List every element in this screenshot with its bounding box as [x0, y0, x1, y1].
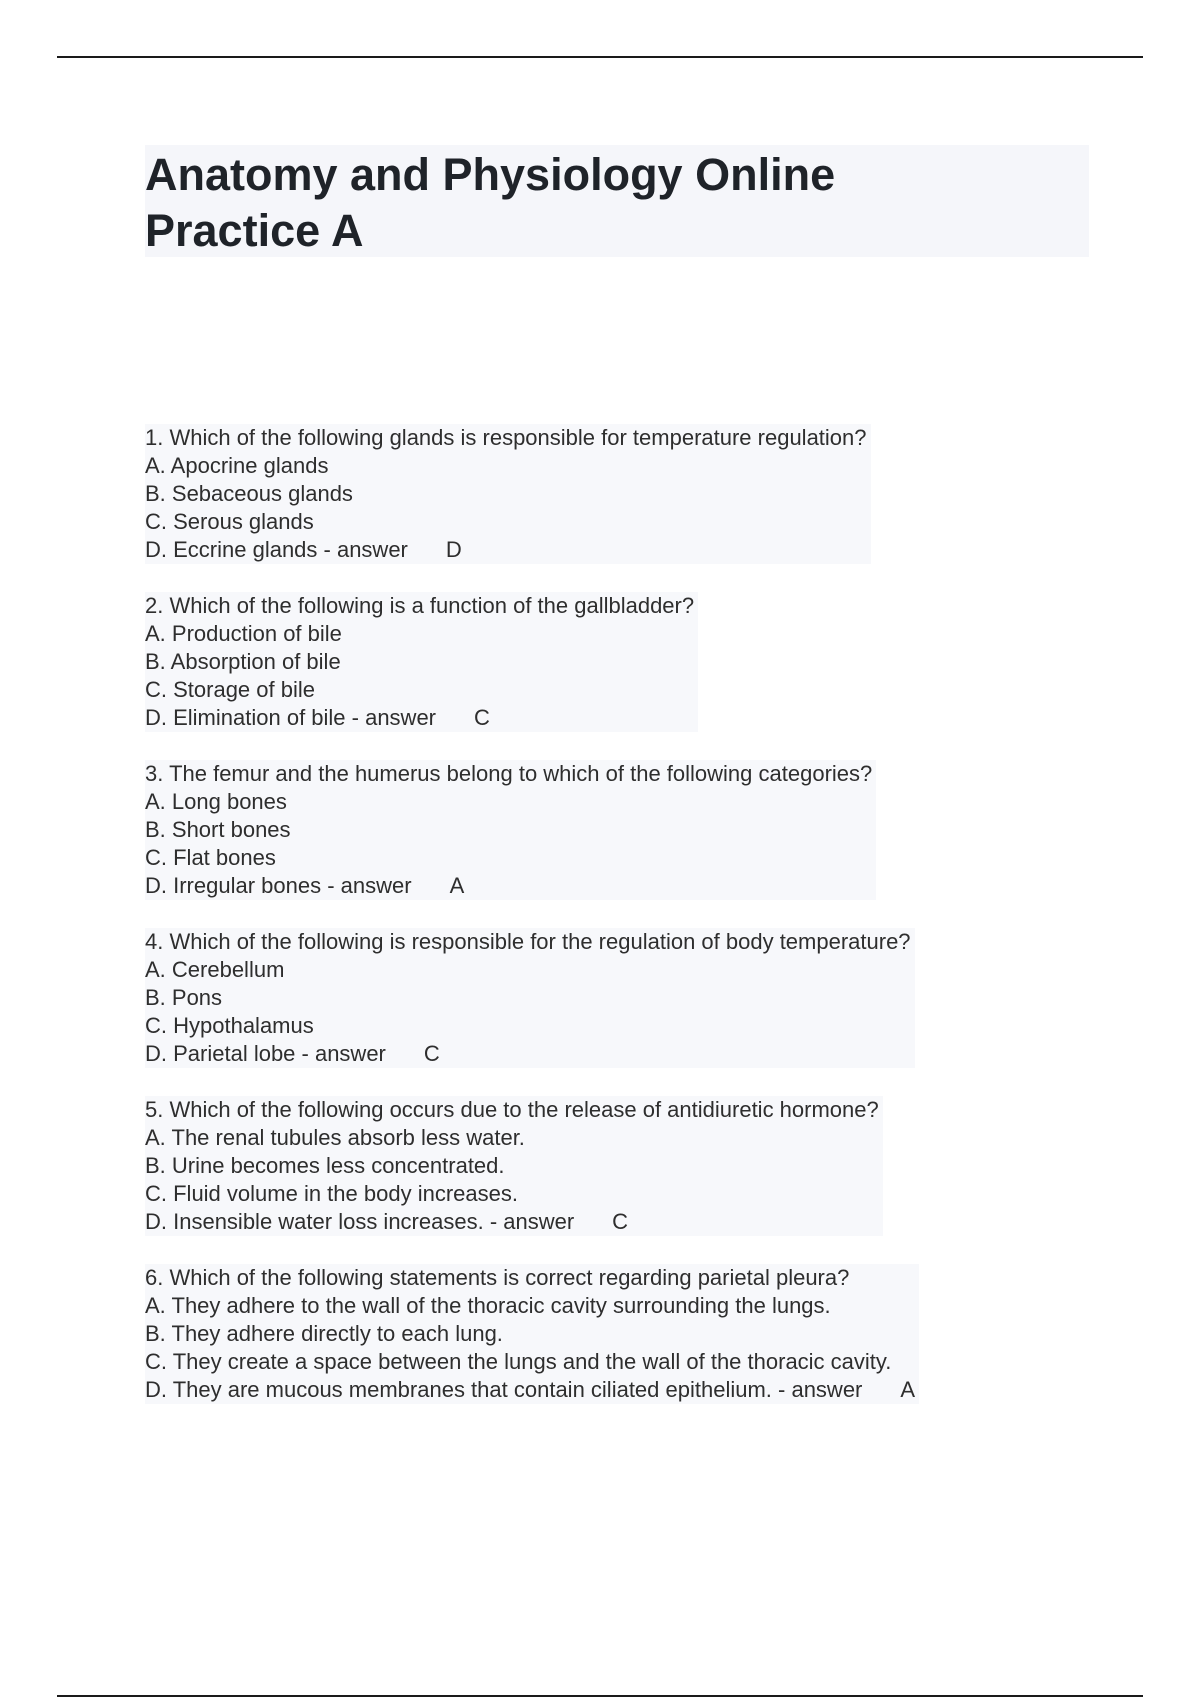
question-2 [145, 592, 698, 732]
option-d: D. Irregular bones - answer [145, 873, 412, 898]
question-6 [145, 1264, 919, 1404]
option-c: C. Storage of bile [145, 677, 315, 702]
option-b: B. Absorption of bile [145, 649, 341, 674]
option-c: C. Serous glands [145, 509, 314, 534]
question-5 [145, 1096, 883, 1236]
option-a: A. Long bones [145, 789, 287, 814]
option-a: A. Apocrine glands [145, 453, 329, 478]
option-a: A. Production of bile [145, 621, 342, 646]
title-block [145, 145, 1089, 257]
answer-key: A [449, 873, 465, 898]
option-a: A. The renal tubules absorb less water. [145, 1125, 525, 1150]
footer-rule [57, 1695, 1143, 1697]
question-stem: 4. Which of the following is responsible for the regulation of body temperature? [145, 929, 911, 954]
option-a: A. They adhere to the wall of the thoracic cavity surrounding the lungs. [145, 1293, 831, 1318]
question-3 [145, 760, 876, 900]
title-line-1: Anatomy and Physiology Online [145, 149, 836, 200]
option-d: D. Elimination of bile - answer [145, 705, 437, 730]
question-4 [145, 928, 915, 1068]
option-d: D. They are mucous membranes that contain ciliated epithelium. - answer [145, 1377, 863, 1402]
question-stem: 3. The femur and the humerus belong to which of the following categories? [145, 761, 873, 786]
option-d: D. Insensible water loss increases. - answer [145, 1209, 575, 1234]
option-b: B. Urine becomes less concentrated. [145, 1153, 505, 1178]
question-list [145, 424, 1105, 1432]
question-stem: 6. Which of the following statements is correct regarding parietal pleura? [145, 1265, 850, 1290]
answer-key: C [423, 1041, 440, 1066]
title-line-2: Practice A [145, 205, 364, 256]
option-d-row [145, 704, 694, 732]
option-b: B. Pons [145, 985, 223, 1010]
option-c: C. They create a space between the lungs and the wall of the thoracic cavity. [145, 1349, 892, 1374]
option-c: C. Hypothalamus [145, 1013, 314, 1038]
option-b: B. They adhere directly to each lung. [145, 1321, 503, 1346]
option-b: B. Short bones [145, 817, 291, 842]
option-d-row [145, 1040, 911, 1068]
option-d-row [145, 1208, 879, 1236]
question-stem: 2. Which of the following is a function of the gallbladder? [145, 593, 695, 618]
option-d: D. Parietal lobe - answer [145, 1041, 386, 1066]
question-1 [145, 424, 871, 564]
answer-key: C [474, 705, 490, 730]
document-title [145, 147, 1089, 259]
option-c: C. Flat bones [145, 845, 276, 870]
option-b: B. Sebaceous glands [145, 481, 353, 506]
option-d-row [145, 1376, 915, 1404]
answer-key: C [612, 1209, 629, 1234]
question-stem: 5. Which of the following occurs due to the release of antidiuretic hormone? [145, 1097, 879, 1122]
header-rule [57, 56, 1143, 58]
answer-key: A [900, 1377, 916, 1402]
option-d: D. Eccrine glands - answer [145, 537, 408, 562]
option-d-row [145, 872, 872, 900]
option-c: C. Fluid volume in the body increases. [145, 1181, 518, 1206]
option-d-row [145, 536, 867, 564]
option-a: A. Cerebellum [145, 957, 285, 982]
answer-key: D [445, 537, 462, 562]
question-stem: 1. Which of the following glands is responsible for temperature regulation? [145, 425, 867, 450]
